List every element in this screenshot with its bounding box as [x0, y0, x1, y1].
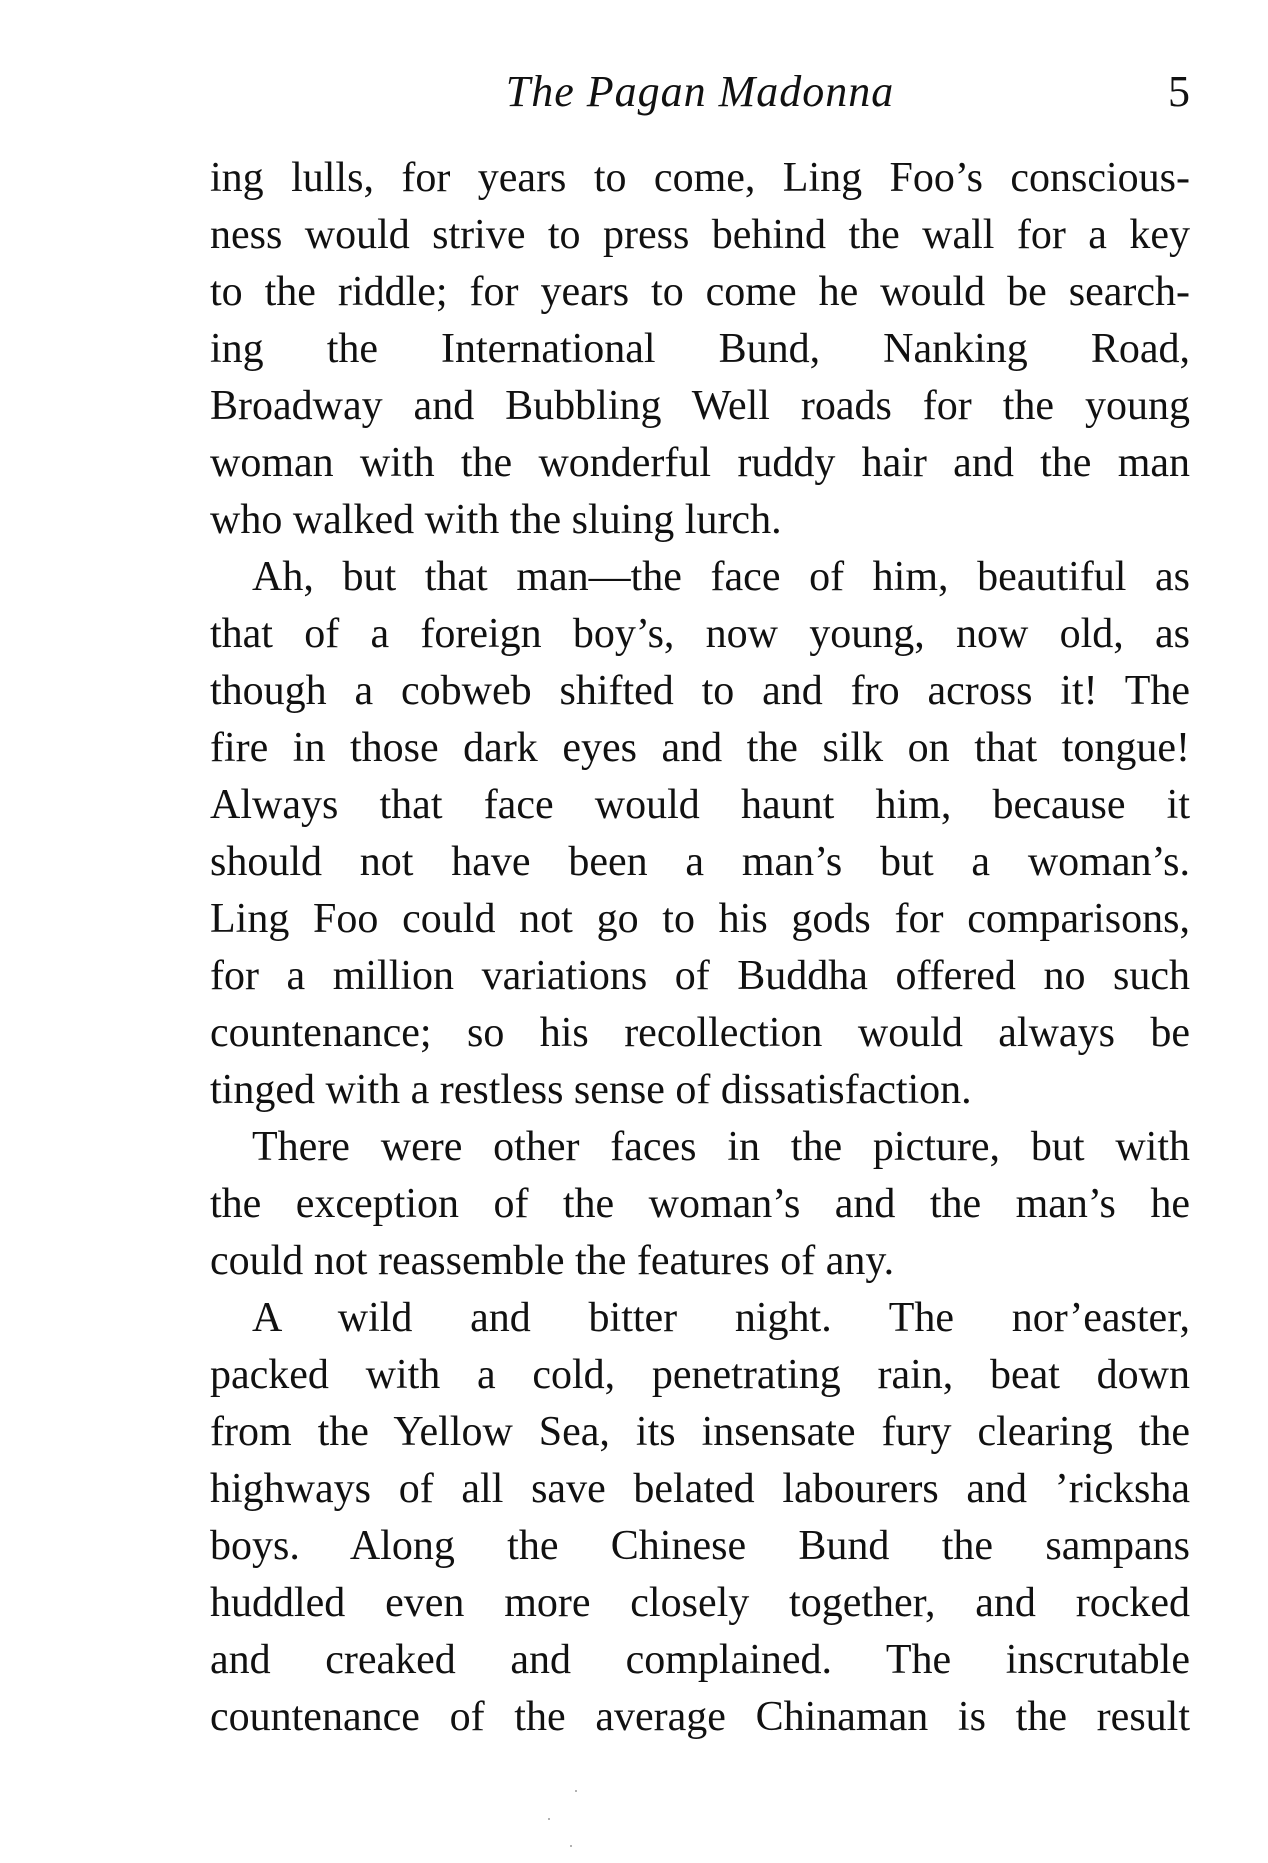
text-line: Always that face would haunt him, because it: [210, 782, 1190, 828]
paragraph-4: [210, 1290, 1190, 1746]
paragraph-3: [210, 1119, 1190, 1290]
text-line: countenance of the average Chinaman is the result: [210, 1694, 1190, 1740]
text-line: ness would strive to press behind the wall for a key: [210, 212, 1190, 258]
text-line: boys. Along the Chinese Bund the sampans: [210, 1523, 1190, 1569]
text-line: and creaked and complained. The inscrutable: [210, 1637, 1190, 1683]
body-text: [210, 150, 1190, 1746]
text-line: who walked with the sluing lurch.: [210, 497, 782, 543]
text-line: A wild and bitter night. The nor’easter,: [252, 1295, 1190, 1341]
text-line: Ling Foo could not go to his gods for comparisons,: [210, 896, 1190, 942]
page-number: 5: [1168, 67, 1190, 116]
text-line: the exception of the woman’s and the man’s he: [210, 1181, 1190, 1227]
text-line: to the riddle; for years to come he would be search-: [210, 269, 1190, 315]
text-line: countenance; so his recollection would always be: [210, 1010, 1190, 1056]
text-line: for a million variations of Buddha offered no such: [210, 953, 1190, 999]
text-line: should not have been a man’s but a woman’s.: [210, 839, 1190, 885]
running-head: [210, 62, 1190, 122]
print-speck: [548, 1818, 550, 1820]
text-line: that of a foreign boy’s, now young, now old, as: [210, 611, 1190, 657]
text-line: tinged with a restless sense of dissatisfaction.: [210, 1067, 972, 1113]
text-line: ing the International Bund, Nanking Road,: [210, 326, 1190, 372]
paragraph-1: [210, 150, 1190, 549]
text-line: packed with a cold, penetrating rain, beat down: [210, 1352, 1190, 1398]
text-line: fire in those dark eyes and the silk on that tongue!: [210, 725, 1190, 771]
text-line: There were other faces in the picture, but with: [252, 1124, 1190, 1170]
text-line: from the Yellow Sea, its insensate fury clearing the: [210, 1409, 1190, 1455]
text-line: could not reassemble the features of any.: [210, 1238, 895, 1284]
print-speck: [570, 1845, 572, 1847]
text-line: Ah, but that man—the face of him, beautiful as: [252, 554, 1190, 600]
paragraph-2: [210, 549, 1190, 1119]
text-line: Broadway and Bubbling Well roads for the young: [210, 383, 1190, 429]
text-line: woman with the wonderful ruddy hair and the man: [210, 440, 1190, 486]
text-line: highways of all save belated labourers and ’ricksha: [210, 1466, 1190, 1512]
text-line: ing lulls, for years to come, Ling Foo’s conscious-: [210, 155, 1190, 201]
print-speck: [575, 1790, 577, 1792]
text-line: though a cobweb shifted to and fro across it! The: [210, 668, 1190, 714]
running-title: The Pagan Madonna: [505, 67, 895, 116]
text-line: huddled even more closely together, and rocked: [210, 1580, 1190, 1626]
